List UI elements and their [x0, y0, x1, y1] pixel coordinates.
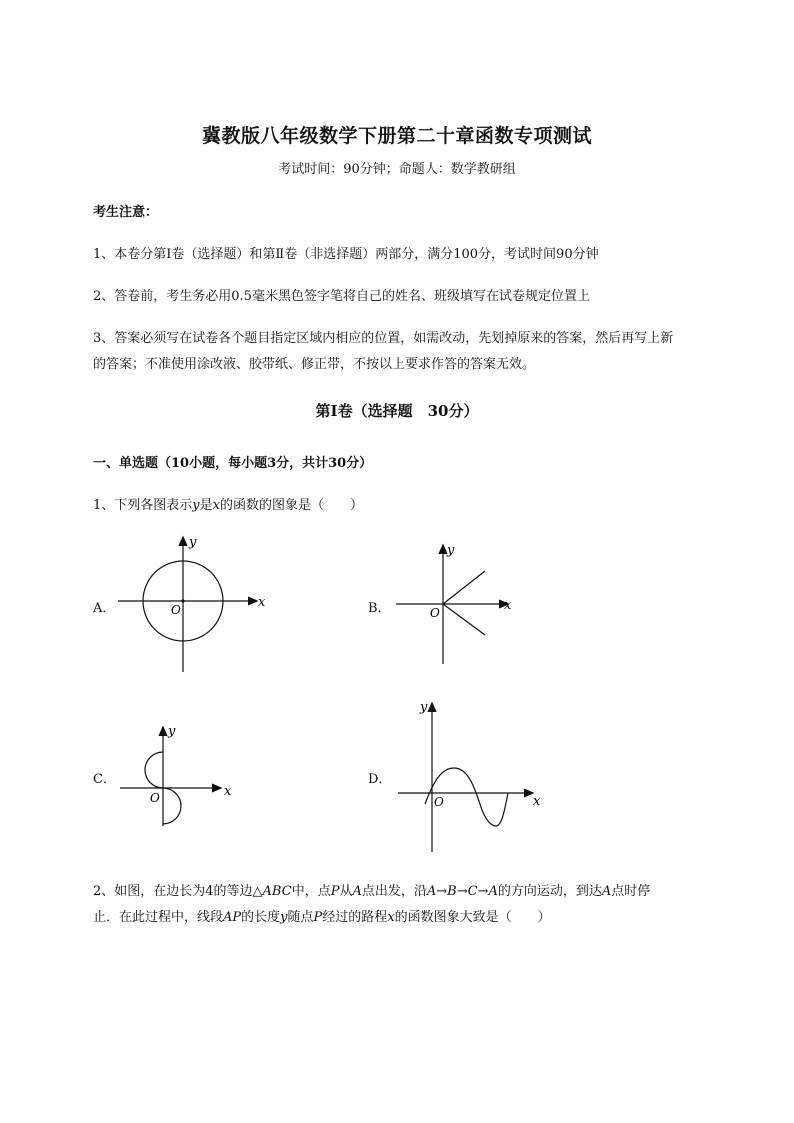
question-2-line-2: 止．在此过程中，线段AP的长度y随点P经过的路程x的函数图象大致是（ ） — [93, 910, 551, 925]
graph-c-x-label: x — [224, 784, 232, 799]
graph-d-x-arrow — [524, 789, 533, 797]
section-title: 第Ⅰ卷（选择题 30分） — [315, 402, 479, 420]
option-a-label: A． — [93, 601, 116, 616]
page-title: 冀教版八年级数学下册第二十章函数专项测试 — [201, 125, 592, 147]
graph-a-y-label: y — [189, 535, 197, 550]
graph-c-upper-semicircle — [145, 752, 163, 788]
graph-d-x-label: x — [533, 794, 541, 809]
part-title: 一、单选题（10小题，每小题3分，共计30分） — [93, 456, 373, 471]
question-2-line-1: 2、如图，在边长为4的等边△ABC中，点P从A点出发，沿A→B→C→A的方向运动，到达A点时停 — [93, 884, 651, 899]
graph-c — [112, 722, 242, 832]
graph-b — [390, 540, 540, 670]
graph-a-origin-label: O — [171, 603, 181, 617]
graph-b-upper-ray — [443, 571, 485, 604]
option-d-label: D． — [368, 772, 392, 787]
notice-line-3b: 的答案；不准使用涂改液、胶带纸、修正带，不按以上要求作答的答案无效。 — [93, 357, 536, 372]
notice-heading: 考生注意： — [93, 205, 159, 220]
graph-a-x-arrow — [248, 597, 257, 605]
graph-b-x-label: x — [504, 598, 512, 613]
graph-b-lower-ray — [443, 604, 485, 635]
graph-b-y-label: y — [447, 543, 455, 558]
option-b-label: B． — [368, 601, 391, 616]
graph-b-origin-label: O — [430, 606, 440, 620]
option-c-label: C． — [93, 772, 116, 787]
graph-b-y-arrow — [439, 545, 447, 554]
graph-d-y-label: y — [420, 700, 428, 715]
graph-c-x-arrow — [212, 784, 221, 792]
notice-line-3a: 3、答案必须写在试卷各个题目指定区域内相应的位置，如需改动，先划掉原来的答案，然后再写上新 — [93, 331, 674, 346]
graph-a-x-label: x — [258, 595, 266, 610]
graph-d-y-arrow — [428, 703, 436, 712]
graph-a-y-arrow — [179, 537, 187, 546]
graph-d-origin-label: O — [434, 795, 444, 809]
graph-c-lower-semicircle — [163, 788, 181, 824]
graph-d — [392, 698, 552, 858]
notice-line-1: 1、本卷分第Ⅰ卷（选择题）和第Ⅱ卷（非选择题）两部分，满分100分，考试时间90分钟 — [93, 247, 599, 262]
graph-a — [110, 530, 270, 675]
exam-info: 考试时间：90分钟；命题人：数学教研组 — [278, 162, 516, 177]
graph-c-y-arrow — [159, 727, 167, 736]
notice-line-2: 2、答卷前，考生务必用0.5毫米黑色签字笔将自己的姓名、班级填写在试卷规定位置上 — [93, 289, 590, 304]
question-1-stem: 1、下列各图表示y是x的函数的图象是（ ） — [93, 498, 364, 513]
graph-c-y-label: y — [168, 724, 176, 739]
graph-c-origin-label: O — [150, 791, 160, 805]
graph-a-center-dot — [181, 599, 184, 602]
